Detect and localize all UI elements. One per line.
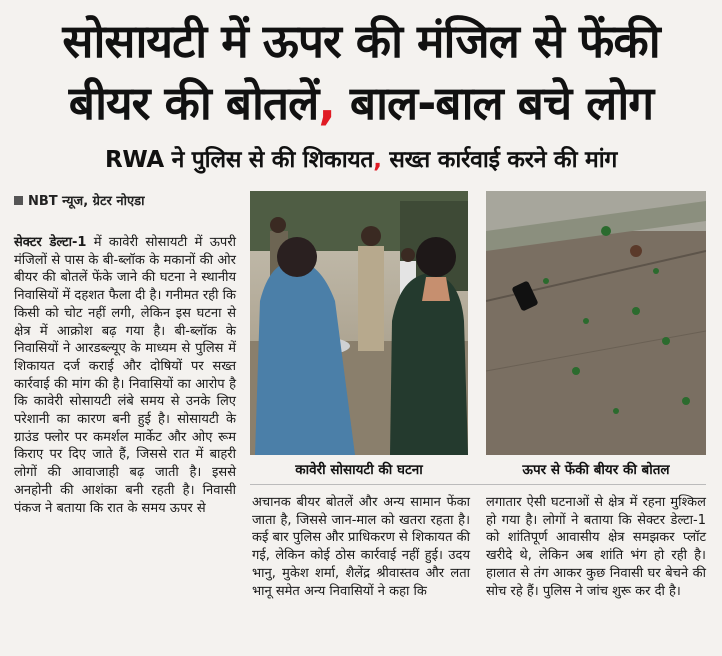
subheadline (0, 142, 722, 174)
subhead-part-b: सख्त कार्रवाई करने की मांग (381, 147, 618, 173)
byline-text: NBT न्यूज, ग्रेटर नोएडा (28, 194, 145, 209)
article-column-2: अचानक बीयर बोतलें और अन्य सामान फेंका जाता है, जिससे जान-माल को खतरा रहता है। कई बार पुलिस और प्राधिकरण से शिकायत की गई, लेकिन कोई ठोस कार्रवाई नहीं हुई। उदय भानु, मुकेश शर्मा, शैलेंद्र श्रीवास्तव और लता भानू समेत अन्य निवासियों ने कहा कि (252, 495, 470, 599)
bottles-photo-icon (486, 191, 706, 455)
photo-caption-2: ऊपर से फेंकी बीयर की बोतल (522, 462, 670, 478)
article-lead: सेक्टर डेल्टा-1 (14, 235, 87, 250)
incident-photo (250, 191, 468, 455)
headline-line-2-part-a: बीयर की बोतलें (68, 76, 319, 130)
headline (0, 10, 722, 134)
article-column-1 (14, 234, 236, 517)
people-photo-icon (250, 191, 468, 455)
headline-line-1: सोसायटी में ऊपर की मंजिल से फेंकी (62, 14, 660, 68)
article-column-3: लगातार ऐसी घटनाओं से क्षेत्र में रहना मुश्किल हो गया है। लोगों ने बताया कि सेक्टर डेल्टा-1 को शांतिपूर्ण आवासीय क्षेत्र समझकर प्लॉट खरीदे थे, लेकिन अब शांति भंग हो रही है। हालात से तंग आकर कुछ निवासी घर बेचने की सोच रहे हैं। पुलिस ने जांच शुरू कर दी है। (486, 495, 706, 599)
subhead-comma: , (373, 147, 382, 173)
byline (14, 191, 145, 209)
headline-line-2-part-b: बाल-बाल बचे लोग (334, 76, 654, 130)
byline-square-icon (14, 196, 23, 205)
subhead-part-a: RWA ने पुलिस से की शिकायत (104, 147, 374, 173)
bottles-photo (486, 191, 706, 455)
caption-divider (250, 484, 706, 485)
headline-line-2 (0, 72, 722, 134)
photo-caption-1: कावेरी सोसायटी की घटना (295, 462, 423, 478)
article-column-1-text: में कावेरी सोसायटी में ऊपरी मंजिलों से पास के बी-ब्लॉक के मकानों की ओर बीयर की बोतलें फेंके जाने की घटना ने स्थानीय निवासियों में दहशत फैला दी है। गनीमत रही कि किसी को चोट नहीं लगी, लेकिन इस घटना से क्षेत्र में आक्रोश बढ़ गया है। बी-ब्लॉक के निवासियों ने आरडब्ल्यूए के माध्यम से पुलिस में शिकायत दर्ज कराई और दोषियों पर सख्त कार्रवाई की मांग की है। निवासियों का आरोप है कि कावेरी सोसायटी लंबे समय से उनके लिए परेशानी का कारण बनी हुई है। सोसायटी के ग्राउंड फ्लोर पर कमर्शल मार्केट और ओए रूम किराए पर दिए जाते हैं, जिससे रात में बाहरी लोगों की आवाजाही बढ़ जाती है। इससे अनहोनी की आशंका बनी रहती है। निवासी पंकज ने बताया कि रात के समय ऊपर से (14, 235, 236, 516)
headline-comma: , (318, 76, 335, 130)
